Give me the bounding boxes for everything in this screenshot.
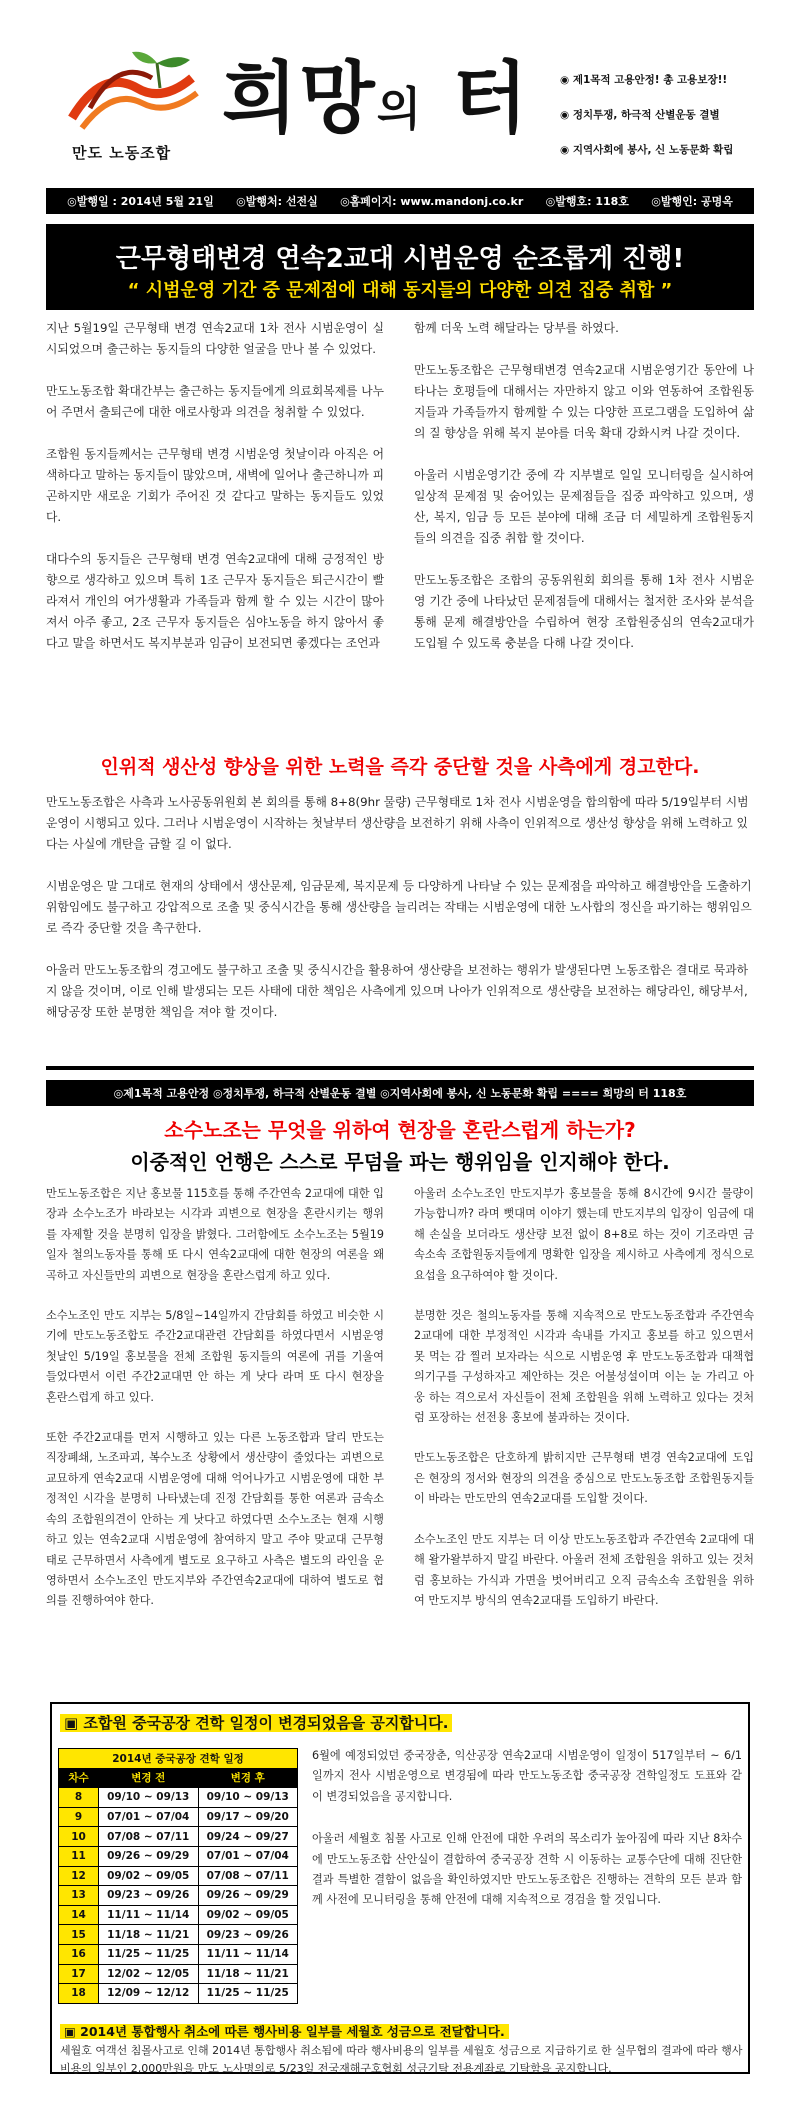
table-row: 10 07/08 ~ 07/11 09/24 ~ 09/27 bbox=[59, 1827, 298, 1847]
paragraph: 분명한 것은 철의노동자를 통해 지속적으로 만도노동조합과 주간연속2교대에 대한 부정적인 시각과 속내를 가지고 홍보를 하고 있으면서 못 먹는 감 찔러 보자라는 식으로 시범운영 후 만도노동조합과 대책협의기구를 구성하자고 제안하는 것은 어불성설이며 이는 눈 가리고 아웅 하는 격으로서 자신들이 전체 조합원을 위해 노력하고 있다는 것처럼 포장하는 선전용 홍보에 불과하는 것이다. bbox=[414, 1309, 754, 1425]
paragraph: 아울러 시범운영기간 중에 각 지부별로 일일 모니터링을 실시하여 일상적 문제점 및 숨어있는 문제점들을 집중 파악하고 있으며, 생산, 복지, 임금 등 모든 분야에 대해 조금 더 세밀하게 조합원동지들의 의견을 집중 취합 할 것이다. bbox=[414, 468, 754, 545]
table-caption: 2014년 중국공장 견학 일정 bbox=[59, 1749, 298, 1769]
paragraph: 조합원 동지들께서는 근무형태 변경 시범운영 첫날이라 아직은 어색하다고 말하는 동지들이 많았으며, 새벽에 일어나 출근하니까 피곤하지만 새로운 기회가 주어진 것 같다고 말하는 동지들도 있었다. bbox=[46, 447, 384, 524]
publisher: ◎발행처: 선전실 bbox=[236, 195, 318, 208]
notice-title: ▣ 조합원 중국공장 견학 일정이 변경되었음을 공지합니다. bbox=[60, 1712, 452, 1733]
article1-right-column bbox=[414, 318, 754, 654]
table-row: 17 12/02 ~ 12/05 11/18 ~ 11/21 bbox=[59, 1964, 298, 1984]
paragraph: 아울러 만도노동조합의 경고에도 불구하고 조출 및 중식시간을 활용하여 생산량을 보전하는 행위가 발생된다면 노동조합은 결대로 묵과하지 않을 것이며, 이로 인해 발생되는 모든 사태에 대한 책임은 사측에게 있으며 나아가 인위적으로 생산량을 보전하는 해당라인, 해당부서, 해당공장 또한 분명한 책임을 져야 할 것이다. bbox=[46, 963, 749, 1019]
paragraph: 대다수의 동지들은 근무형태 변경 연속2교대에 대해 긍정적인 방향으로 생각하고 있으며 특히 1조 근무자 동지들은 퇴근시간이 빨라져서 개인의 여가생활과 가족들과 함께 할 수 있는 시간이 많아져서 아주 좋고, 2조 근무자 동지들은 심야노동을 하지 않아서 좋다고 말을 하면서도 복지부분과 임금이 보전되면 좋겠다는 조언과 bbox=[46, 552, 384, 650]
homepage-link[interactable]: ◎홈페이지: www.mandonj.co.kr bbox=[340, 195, 524, 208]
table-row: 13 09/23 ~ 09/26 09/26 ~ 09/29 bbox=[59, 1886, 298, 1906]
table-row: 12 09/02 ~ 09/05 07/08 ~ 07/11 bbox=[59, 1866, 298, 1886]
article2-headline-red: 소수노조는 무엇을 위하여 현장을 혼란스럽게 하는가? bbox=[164, 1118, 636, 1142]
donation-notice-title: ▣ 2014년 통합행사 취소에 따른 행사비용 일부를 세월호 성금으로 전달합니다. bbox=[60, 2022, 509, 2040]
issue-date: ◎발행일 : 2014년 5월 21일 bbox=[67, 195, 214, 208]
article1-left-column bbox=[46, 318, 384, 654]
china-visit-schedule-table bbox=[58, 1748, 298, 2004]
paragraph: 만도노동조합 확대간부는 출근하는 동지들에게 의료회복제를 나누어 주면서 출퇴근에 대한 애로사항과 의견을 청취할 수 있었다. bbox=[46, 384, 384, 419]
article1-headline: 근무형태변경 연속2교대 시범운영 순조롭게 진행! bbox=[115, 244, 685, 274]
motto-banner: ◎제1목적 고용안정 ◎정치투쟁, 하극적 산별운동 결별 ◎지역사회에 봉사, 신 노동문화 확립 ==== 희망의 터 118호 bbox=[46, 1080, 754, 1106]
warning-headline: 인위적 생산성 향상을 위한 노력을 즉각 중단할 것을 사측에게 경고한다. bbox=[100, 756, 700, 778]
table-row: 15 11/18 ~ 11/21 09/23 ~ 09/26 bbox=[59, 1925, 298, 1945]
paragraph: 만도노동조합은 지난 홍보물 115호를 통해 주간연속 2교대에 대한 입장과 소수노조가 바라보는 시각과 괴변으로 현장을 혼란시키는 행위를 자제할 것을 분명히 입장을 밝혔다. 그러함에도 소수노조는 5월19일자 철의노동자를 통해 또 다시 연속2교대에 대한 현장의 여론을 왜곡하고 자신들만의 괴변으로 현장을 혼란스럽게 하고 있다. bbox=[46, 1187, 384, 1282]
table-row: 9 07/01 ~ 07/04 09/17 ~ 09/20 bbox=[59, 1807, 298, 1827]
paragraph: 소수노조인 만도 지부는 더 이상 만도노동조합과 주간연속 2교대에 대해 왈가왈부하지 말길 바란다. 아울러 전체 조합원을 위하고 있는 것처럼 홍보하는 가식과 가면을 벗어버리고 오직 금속소속 조합원을 위하여 만도지부 방식의 연속2교대를 도입하기 바란다. bbox=[414, 1532, 754, 1607]
notice-body bbox=[312, 1746, 742, 1911]
paragraph: 함께 더욱 노력 해달라는 당부를 하였다. bbox=[414, 321, 619, 335]
paragraph: 만도노동조합은 단호하게 밝히지만 근무형태 변경 연속2교대에 도입은 현장의 정서와 현장의 의견을 중심으로 만도노동조합 조합원동지들이 바라는 만도만의 연속2교대를 도입할 것이다. bbox=[414, 1451, 754, 1506]
motto-list bbox=[560, 72, 760, 177]
article2-headline-black: 이중적인 언행은 스스로 무덤을 파는 행위임을 인지해야 한다. bbox=[130, 1150, 670, 1174]
column-header: 차수 bbox=[59, 1768, 99, 1788]
article1-headline-box bbox=[46, 224, 754, 310]
newsletter-title: 희망의 터 bbox=[222, 53, 530, 144]
paragraph: 6월에 예정되었던 중국장춘, 익산공장 연속2교대 시범운영이 일정이 517일부터 ~ 6/1일까지 전사 시범운영으로 변경됨에 따라 만도노동조합 중국공장 견학일정도 도표와 같이 변경되었음을 공지합니다. bbox=[312, 1749, 742, 1803]
paragraph: 시범운영은 말 그대로 현재의 상태에서 생산문제, 임금문제, 복지문제 등 다양하게 나타날 수 있는 문제점을 파악하고 해결방안을 도출하기 위함임에도 불구하고 강압적으로 조출 및 중식시간을 통해 생산량을 늘리려는 작태는 시범운영에 대한 노사합의 정신을 파기하는 행위임으로 즉각 중단할 것을 촉구한다. bbox=[46, 879, 752, 935]
union-logo bbox=[62, 48, 212, 138]
motto-item: ◉ 제1목적 고용안정! 총 고용보장!! bbox=[560, 72, 760, 87]
paragraph: 또한 주간2교대를 먼저 시행하고 있는 다른 노동조합과 달리 만도는 직장폐쇄, 노조파괴, 복수노조 상황에서 생산량이 줄었다는 괴변으로 교묘하게 연속2교대 시범운영에 대해 억어나가고 시범운영에 대한 부정적인 시각을 분명히 나타냈는데 진정 간담회를 통한 여론과 금속소속의 조합원의견이 안하는 게 낫다고 하였다면 소수노조는 현재 시행하고 있는 연속2교대 시범운영에 참여하지 말고 주야 맞교대 근무형태로 근무하면서 사측에게 별도로 요구하고 사측은 별도의 라인을 운영하면서 소수노조인 만도지부와 주간연속2교대에 대하여 별도로 협의를 진행하여야 한다. bbox=[46, 1431, 384, 1608]
motto-item: ◉ 지역사회에 봉사, 신 노동문화 확립 bbox=[560, 142, 760, 157]
donation-notice-body: 세월호 여객선 침몰사고로 인해 2014년 통합행사 취소됨에 따라 행사비용의 일부를 세월호 성금으로 지급하기로 한 실무협의 결과에 따라 행사비용의 일부인 2,000만원을 만도 노사명의로 5/23일 전국재해구호협회 성금기탁 전용계좌로 기탁함을 공지합니다. bbox=[60, 2044, 743, 2075]
table-row: 11 09/26 ~ 09/29 07/01 ~ 07/04 bbox=[59, 1846, 298, 1866]
article2-right-column bbox=[414, 1184, 754, 1611]
table-row: 14 11/11 ~ 11/14 09/02 ~ 09/05 bbox=[59, 1905, 298, 1925]
article1-full-body bbox=[46, 792, 754, 1044]
motto-item: ◉ 정치투쟁, 하극적 산별운동 결별 bbox=[560, 107, 760, 122]
issuer: ◎발행인: 공명옥 bbox=[651, 195, 733, 208]
publication-info-bar bbox=[46, 188, 754, 214]
column-header: 변경 전 bbox=[99, 1768, 199, 1788]
paragraph: 아울러 소수노조인 만도지부가 홍보물을 통해 8시간에 9시간 물량이 가능합니까? 라며 뻣대며 이야기 했는데 만도지부의 입장이 임금에 대해 손실을 보더라도 생산량 보전 없이 8+8로 하는 것이 기조라면 금속소속 조합원동지들에게 명확한 입장을 제시하고 사측에게 정식으로 요섭을 요구하여야 할 것이다. bbox=[414, 1187, 754, 1282]
article2-left-column bbox=[46, 1184, 384, 1612]
table-row: 8 09/10 ~ 09/13 09/10 ~ 09/13 bbox=[59, 1788, 298, 1808]
article1-subheadline: “ 시범운영 기간 중 문제점에 대해 동지들의 다양한 의견 집중 취합 ” bbox=[127, 280, 673, 301]
paragraph: 만도노동조합은 사측과 노사공동위원회 본 회의를 통해 8+8(9hr 물량) 근무형태로 1차 전사 시범운영을 합의함에 따라 5/19일부터 시범운영이 시행되고 있다. 그러나 시범운영이 시작하는 첫날부터 생산량을 보전하기 위해 사측이 인위적으로 생산성 향상을 위해 노력하고 있다는 사실에 개탄을 금할 길 이 없다. bbox=[46, 795, 749, 851]
paragraph: 지난 5월19일 근무형태 변경 연속2교대 1차 전사 시범운영이 실시되었으며 출근하는 동지들의 다양한 얼굴을 만나 볼 수 있었다. bbox=[46, 321, 384, 356]
table-row: 18 12/09 ~ 12/12 11/25 ~ 11/25 bbox=[59, 1984, 298, 2004]
issue-number: ◎발행호: 118호 bbox=[545, 195, 629, 208]
column-header: 변경 후 bbox=[198, 1768, 298, 1788]
paragraph: 아울러 세월호 침몰 사고로 인해 안전에 대한 우려의 목소리가 높아짐에 따라 지난 8차수에 만도노동조합 산안실이 결합하여 중국공장 견학 시 이동하는 교통수단에 대해 진단한 결과 특별한 결함이 없음을 확인하였지만 만도노동조합은 진행하는 견학의 모든 분과 함께 사전에 모니터링을 통해 안전에 대해 지속적으로 경검을 할 것입니다. bbox=[312, 1832, 742, 1907]
section-divider bbox=[46, 1066, 754, 1070]
paragraph: 만도노동조합은 근무형태변경 연속2교대 시범운영기간 동안에 나타나는 호평들에 대해서는 자만하지 않고 이와 연동하여 조합원동지들과 가족들까지 함께할 수 있는 다양한 프로그램을 도입하여 삶의 질 향상을 위해 복지 분야를 더욱 확대 강화시켜 나갈 것이다. bbox=[414, 363, 754, 440]
table-row: 16 11/25 ~ 11/25 11/11 ~ 11/14 bbox=[59, 1944, 298, 1964]
paragraph: 소수노조인 만도 지부는 5/8일~14일까지 간담회를 하였고 비슷한 시기에 만도노동조합도 주간2교대관련 간담회를 하였다면서 시범운영 첫날인 5/19일 홍보물을 전체 조합원 동지들의 여론에 귀를 기울여 들었다면서 이런 주간2교대면 안 하는 게 낫다 라며 또 다시 현장을 혼란스럽게 하고 있다. bbox=[46, 1309, 384, 1404]
union-name: 만도 노동조합 bbox=[72, 144, 172, 162]
paragraph: 만도노동조합은 조합의 공동위원회 회의를 통해 1차 전사 시범운영 기간 중에 나타났던 문제점들에 대해서는 철저한 조사와 분석을 통해 문제 해결방안을 수립하여 현장 조합원중심의 연속2교대가 도입될 수 있도록 충분을 다해 나갈 것이다. bbox=[414, 573, 754, 650]
